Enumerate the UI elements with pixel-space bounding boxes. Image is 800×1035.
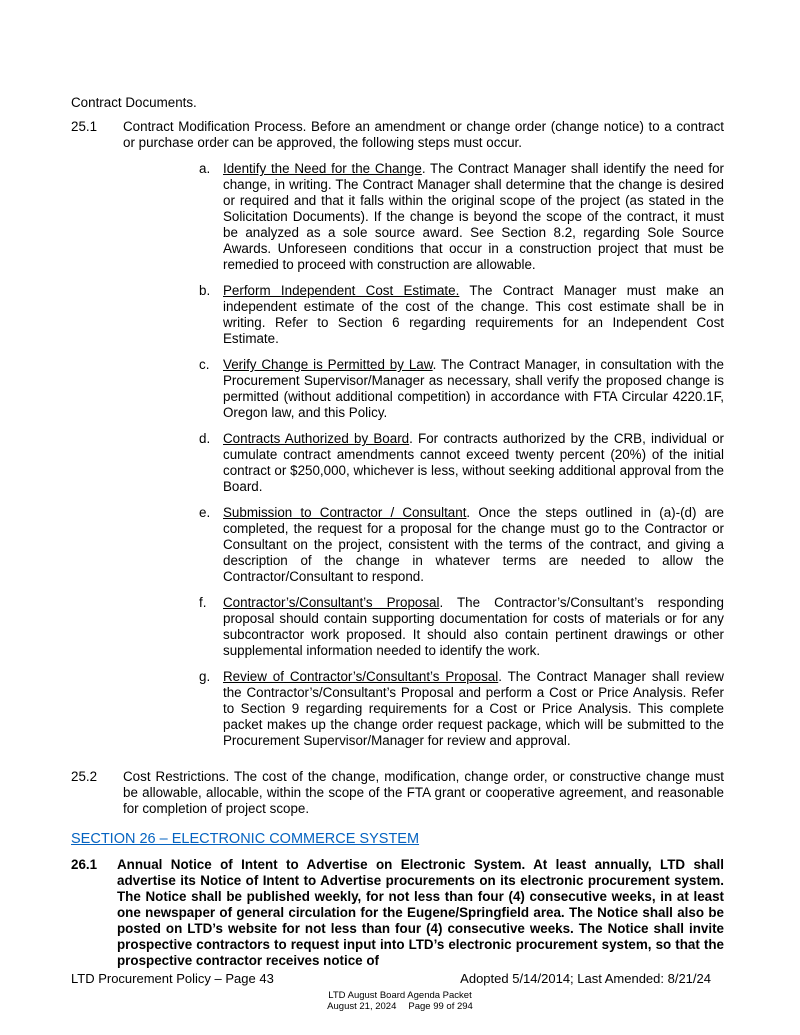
item-body: . The Contractor’s/Consultant’s responding proposal should contain supporting documentation for costs of materials or for any subcontractor work proposed. It should also contain pertinent drawings or other supplemental information needed to identify the work. <box>223 595 724 658</box>
section-number: 26.1 <box>71 857 98 872</box>
item-text <box>223 505 724 585</box>
list-item <box>199 431 724 495</box>
list-item <box>199 283 724 347</box>
list-item <box>199 595 724 659</box>
list-item <box>199 161 724 273</box>
section-number: 25.1 <box>71 119 98 134</box>
list-item <box>199 505 724 585</box>
section-26-heading-link[interactable]: SECTION 26 – ELECTRONIC COMMERCE SYSTEM <box>71 831 420 847</box>
item-letter: f. <box>199 595 207 610</box>
section-25-2 <box>71 769 724 817</box>
item-letter: b. <box>199 283 211 298</box>
item-title: Review of Contractor’s/Consultant’s Proposal <box>223 669 499 684</box>
item-letter: c. <box>199 357 210 372</box>
document-body <box>71 95 724 979</box>
item-text <box>223 161 724 273</box>
item-title: Perform Independent Cost Estimate. <box>223 283 460 298</box>
item-letter: e. <box>199 505 211 520</box>
item-text <box>223 283 724 347</box>
item-body: . The Contract Manager, in consultation with the Procurement Supervisor/Manager as necessary, shall verify the proposed change is permitted (without additional competition) in accordance with FTA Circular 4220.1F, Oregon law, and this Policy. <box>223 357 724 420</box>
footer-right: Adopted 5/14/2014; Last Amended: 8/21/24 <box>460 971 711 986</box>
packet-footer <box>0 990 800 1012</box>
item-text <box>223 357 724 421</box>
item-text <box>223 431 724 495</box>
footer-left: LTD Procurement Policy – Page 43 <box>71 971 274 986</box>
item-body: . Once the steps outlined in (a)-(d) are completed, the request for a proposal for the change must go to the Contractor or Consultant on the project, consistent with the terms of the contract, and giving a description of the change in whatever terms are needed to allow the Contractor/Consultant to respond. <box>223 505 724 584</box>
section-text: Cost Restrictions. The cost of the change, modification, change order, or constructive change must be allowable, allocable, within the scope of the FTA grant or cooperative agreement, and reasonable for completion of project scope. <box>123 769 724 816</box>
item-letter: a. <box>199 161 211 176</box>
item-title: Contractor’s/Consultant’s Proposal <box>223 595 440 610</box>
page-footer <box>71 971 711 987</box>
item-title: Contracts Authorized by Board <box>223 431 410 446</box>
item-body: . The Contract Manager shall identify the need for change, in writing. The Contract Manager shall determine that the change is desired or required and that it falls within the original scope of the project (as stated in the Solicitation Documents). If the change is beyond the scope of the contract, it must be analyzed as a sole source award. See Section 8.2, regarding Sole Source Awards. Unforeseen conditions that occur in a construction project that must be remedied to proceed with construction are allowable. <box>223 161 724 272</box>
section-26-1 <box>71 857 724 969</box>
item-text <box>223 669 724 749</box>
item-title: Verify Change is Permitted by Law <box>223 357 433 372</box>
item-title: Submission to Contractor / Consultant <box>223 505 467 520</box>
step-list <box>199 161 724 749</box>
section-number: 25.2 <box>71 769 98 784</box>
item-body: . For contracts authorized by the CRB, individual or cumulate contract amendments cannot exceed twenty percent (20%) of the initial contract or $250,000, whichever is less, without seeking additional approval from the Board. <box>223 431 724 494</box>
packet-title: LTD August Board Agenda Packet <box>328 990 472 1001</box>
packet-date: August 21, 2024 <box>327 1001 397 1012</box>
section-25-1 <box>71 119 724 759</box>
item-letter: g. <box>199 669 211 684</box>
item-body: . The Contract Manager shall review the Contractor’s/Consultant’s Proposal and perform a Cost or Price Analysis. Refer to Section 9 regarding requirements for a Cost or Price Analysis. This complete packet makes up the change order request package, which will be submitted to the Procurement Supervisor/Manager for review and approval. <box>223 669 724 748</box>
item-text <box>223 595 724 659</box>
list-item <box>199 669 724 749</box>
item-letter: d. <box>199 431 211 446</box>
section-text: Contract Modification Process. Before an amendment or change order (change notice) to a contract or purchase order can be approved, the following steps must occur. <box>123 119 724 150</box>
item-title: Identify the Need for the Change <box>223 161 422 176</box>
item-body: The Contract Manager must make an independent estimate of the cost of the change. This cost estimate shall be in writing. Refer to Section 6 regarding requirements for an Independent Cost Estimate. <box>223 283 724 346</box>
section-text: Annual Notice of Intent to Advertise on Electronic System. At least annually, LTD shall advertise its Notice of Intent to Advertise procurements on its electronic procurement system. The Notice shall be published weekly, for not less than four (4) consecutive weeks, in at least one newspaper of general circulation for the Eugene/Springfield area. The Notice shall also be posted on LTD’s website for not less than four (4) consecutive weeks. The Notice shall invite prospective contractors to request input into LTD’s electronic procurement system, so that the prospective contractor receives notice of <box>117 857 724 968</box>
intro-text: Contract Documents. <box>71 95 197 110</box>
packet-page: Page 99 of 294 <box>408 1001 473 1012</box>
list-item <box>199 357 724 421</box>
